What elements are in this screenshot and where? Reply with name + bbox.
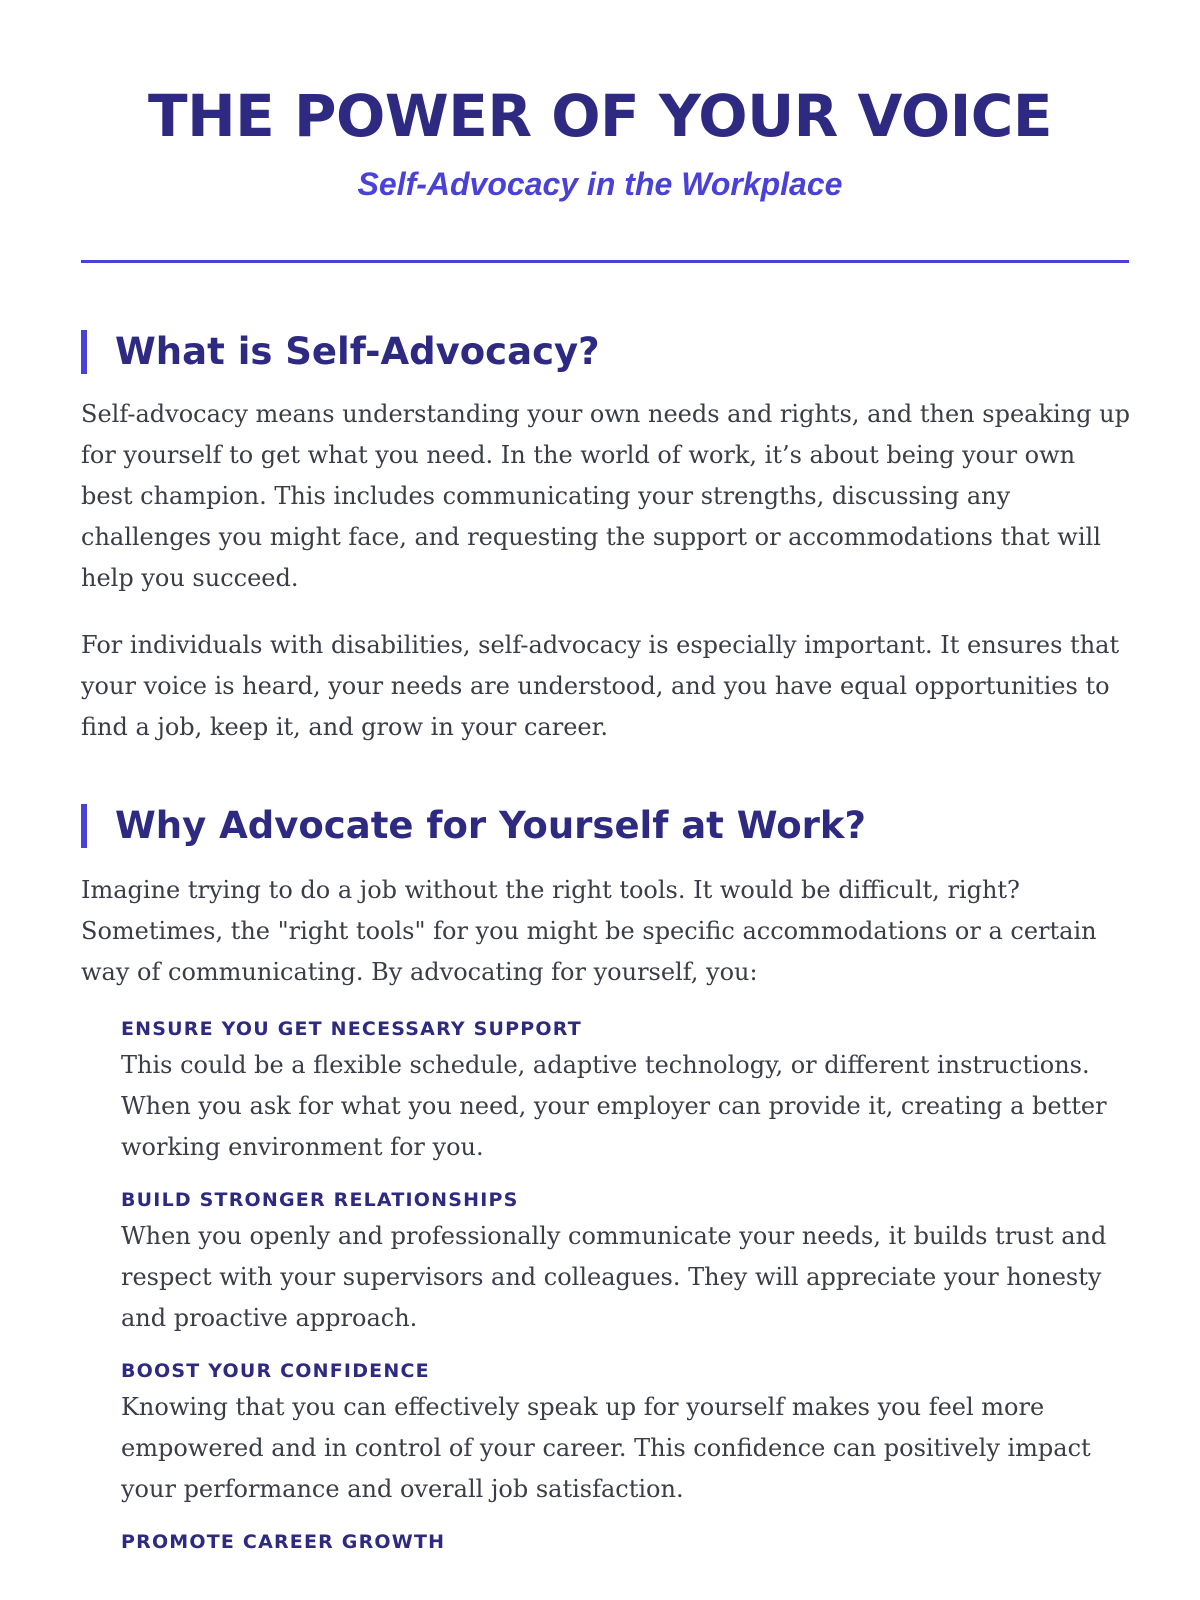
- benefit-item: [121, 1530, 1131, 1554]
- benefit-item: [121, 1017, 1131, 1168]
- header-divider: [81, 260, 1129, 263]
- benefit-item: [121, 1188, 1131, 1339]
- intro-paragraph: Imagine trying to do a job without the right tools. It would be difficult, right? Sometimes, the "right tools" for you might be specific accommodations or a certain way of communicating. By advocating for yourself, you:: [81, 876, 1097, 986]
- page-subtitle: Self-Advocacy in the Workplace: [357, 166, 843, 202]
- paragraph: For individuals with disabilities, self-advocacy is especially important. It ensures that your voice is heard, your needs are understood, and you have equal opportunities to find a job, keep it, and grow in your career.: [81, 631, 1120, 741]
- benefit-title: PROMOTE CAREER GROWTH: [121, 1531, 446, 1553]
- section-why-advocate: [81, 804, 1131, 1574]
- document-header: [0, 0, 1200, 202]
- benefit-title: BOOST YOUR CONFIDENCE: [121, 1360, 430, 1382]
- page-title: THE POWER OF YOUR VOICE: [148, 82, 1052, 150]
- section-what-is-self-advocacy: [81, 330, 1131, 748]
- benefit-text: This could be a flexible schedule, adaptive technology, or different instructions. When you ask for what you need, your employer can provide it, creating a better working environment for you.: [121, 1051, 1107, 1161]
- benefits-list: [121, 1017, 1131, 1554]
- benefit-title: BUILD STRONGER RELATIONSHIPS: [121, 1189, 519, 1211]
- section-heading: What is Self-Advocacy?: [81, 330, 1131, 374]
- benefit-title: ENSURE YOU GET NECESSARY SUPPORT: [121, 1018, 582, 1040]
- benefit-item: [121, 1359, 1131, 1510]
- benefit-text: When you openly and professionally communicate your needs, it builds trust and respect with your supervisors and colleagues. They will appreciate your honesty and proactive approach.: [121, 1222, 1107, 1332]
- section-heading: Why Advocate for Yourself at Work?: [81, 804, 1131, 848]
- benefit-text: Knowing that you can effectively speak up for yourself makes you feel more empowered and in control of your career. This confidence can positively impact your performance and overall job satisfaction.: [121, 1393, 1091, 1503]
- paragraph: Self-advocacy means understanding your own needs and rights, and then speaking up for yourself to get what you need. In the world of work, it’s about being your own best champion. This includes communicating your strengths, discussing any challenges you might face, and requesting the support or accommodations that will help you succeed.: [81, 400, 1130, 592]
